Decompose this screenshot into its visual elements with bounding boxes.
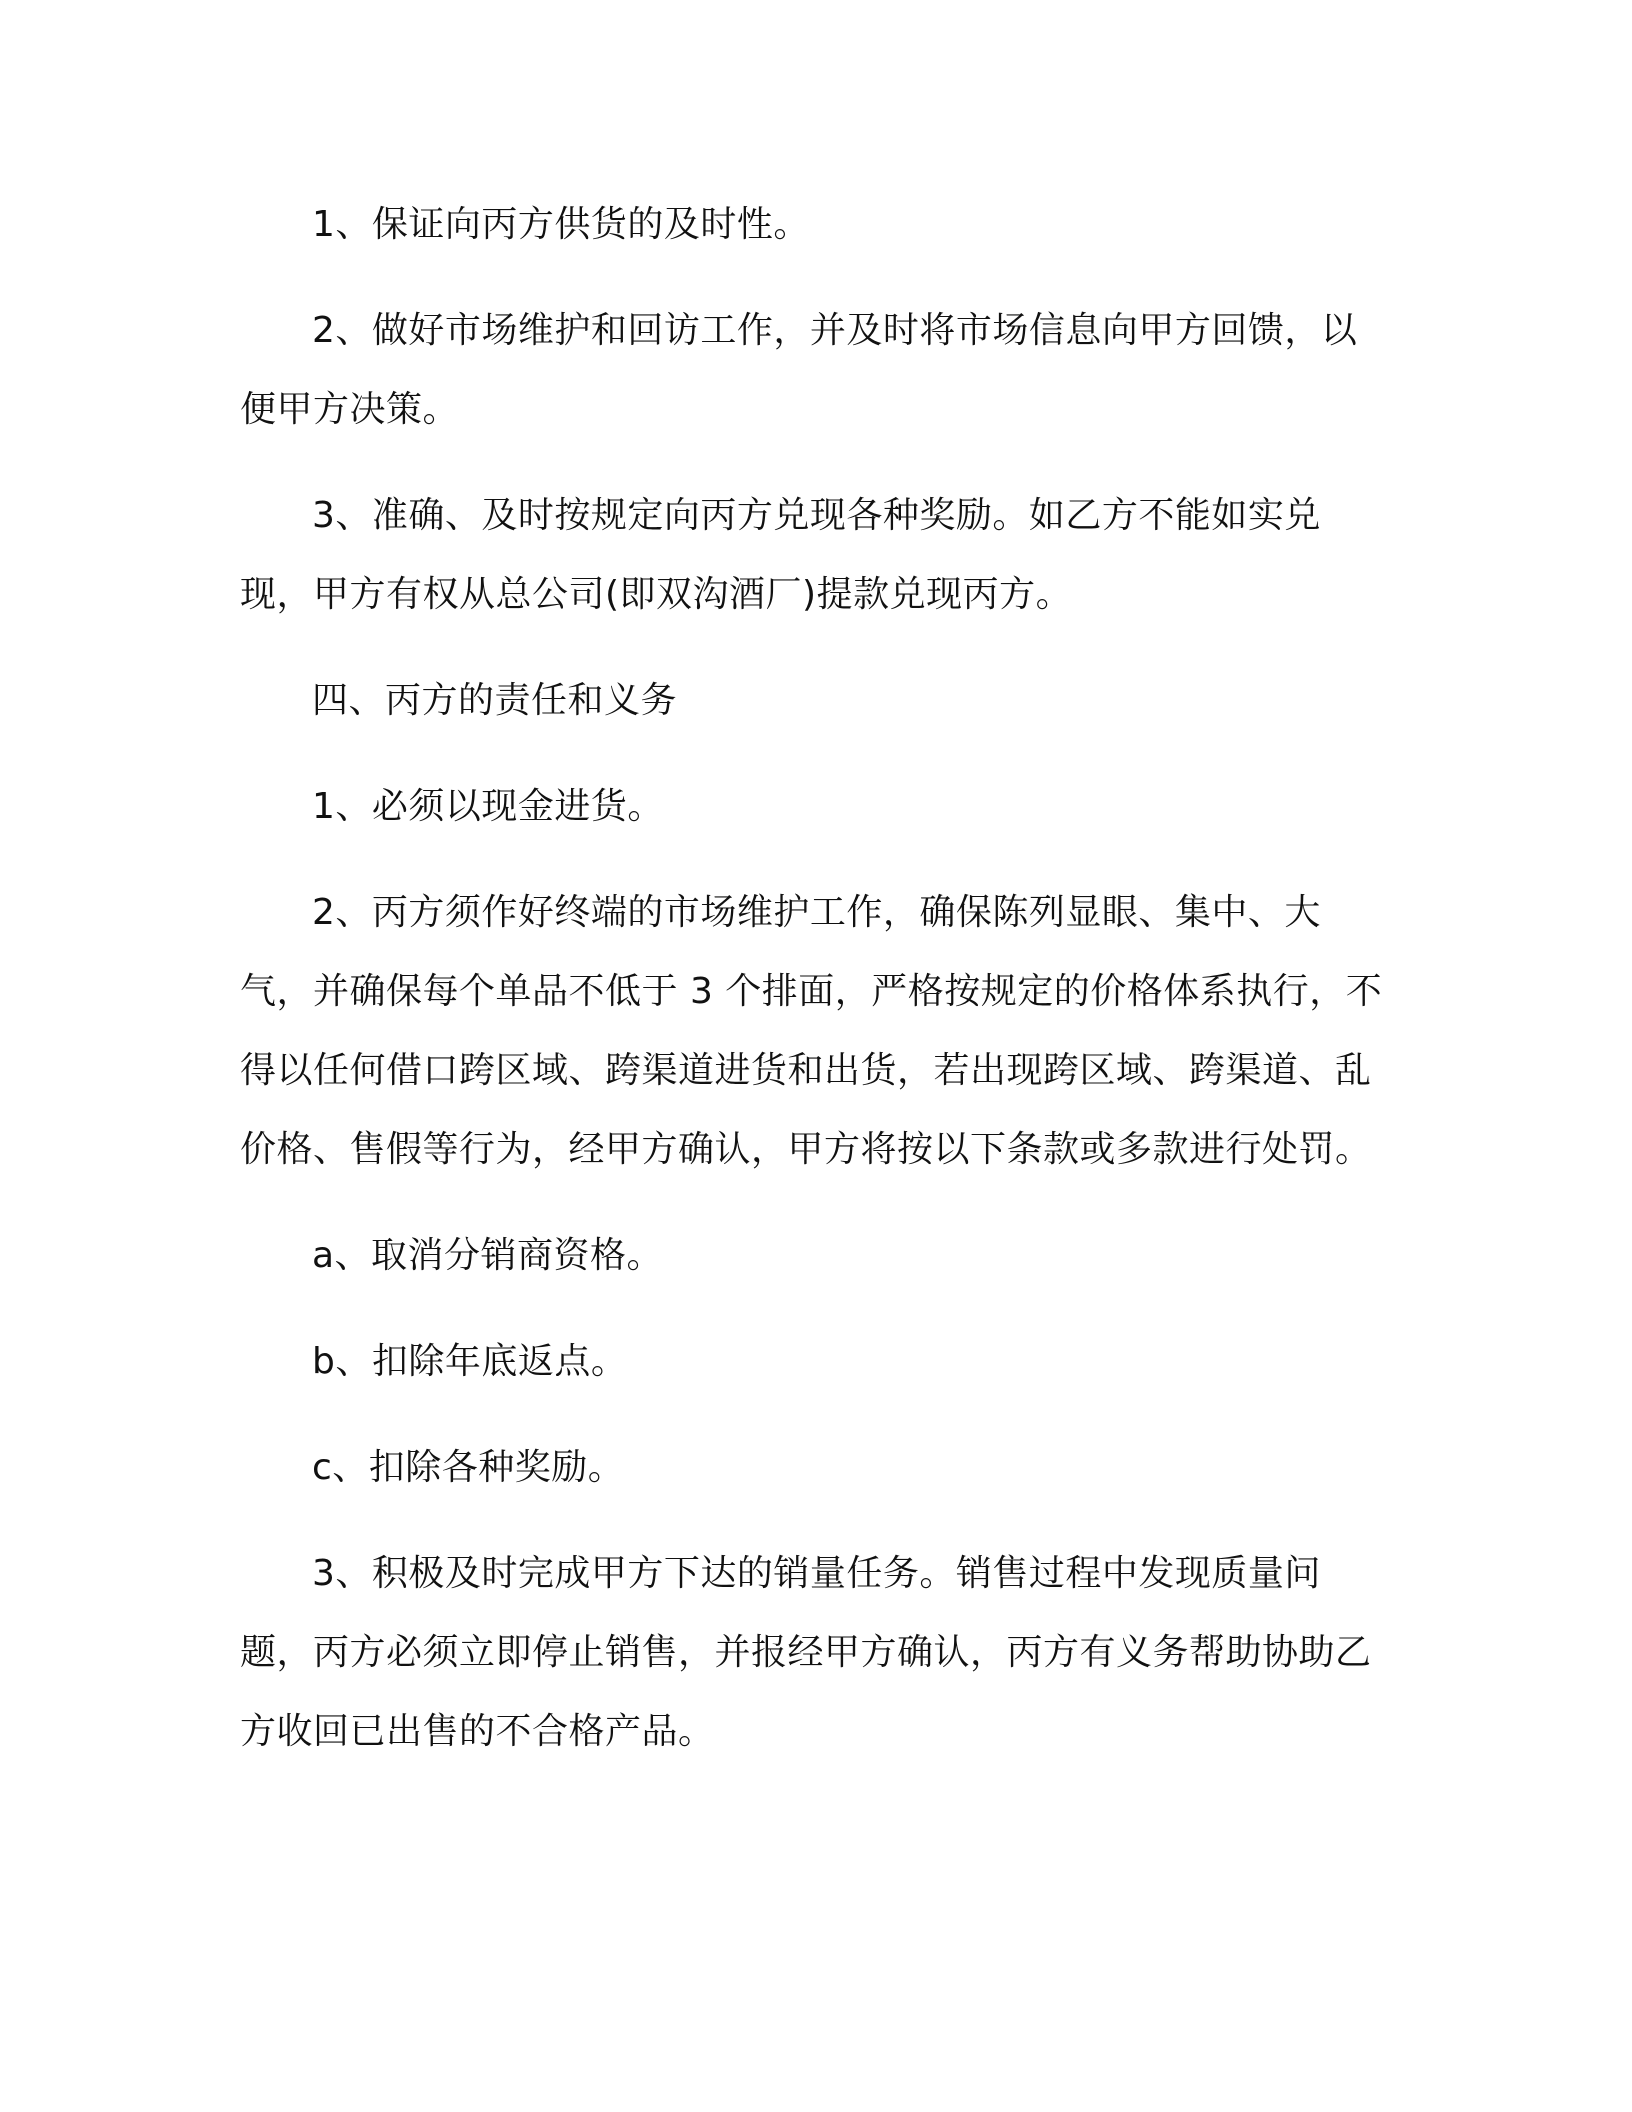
list-item-deduct-rebate: b、扣除年底返点。 [312,1341,628,1382]
paragraph-cash-purchase: 1、必须以现金进货。 [312,786,664,827]
paragraph-terminal-maintenance: 2、丙方须作好终端的市场维护工作，确保陈列显眼、集中、大气，并确保每个单品不低于 3 个排面，严格按规定的价格体系执行，不得以任何借口跨区域、跨渠道进货和出货，若出现跨区域、跨渠道、乱价格、售假等行为，经甲方确认，甲方将按以下条款或多款进行处罚。 [240,892,1383,1170]
paragraph-reward-payment: 3、准确、及时按规定向丙方兑现各种奖励。如乙方不能如实兑现，甲方有权从总公司(即双沟酒厂)提款兑现丙方。 [240,495,1321,615]
paragraph-market-maintenance: 2、做好市场维护和回访工作，并及时将市场信息向甲方回馈，以便甲方决策。 [240,310,1358,430]
document-body [240,185,1390,1798]
paragraph-sales-quota: 3、积极及时完成甲方下达的销量任务。销售过程中发现质量问题，丙方必须立即停止销售，并报经甲方确认，丙方有义务帮助协助乙方收回已出售的不合格产品。 [240,1553,1372,1752]
list-item-deduct-rewards: c、扣除各种奖励。 [312,1447,625,1488]
paragraph-supply-timeliness: 1、保证向丙方供货的及时性。 [312,204,810,245]
section-heading-party-c-duties: 四、丙方的责任和义务 [312,680,678,721]
list-item-cancel-qualification: a、取消分销商资格。 [312,1235,664,1276]
